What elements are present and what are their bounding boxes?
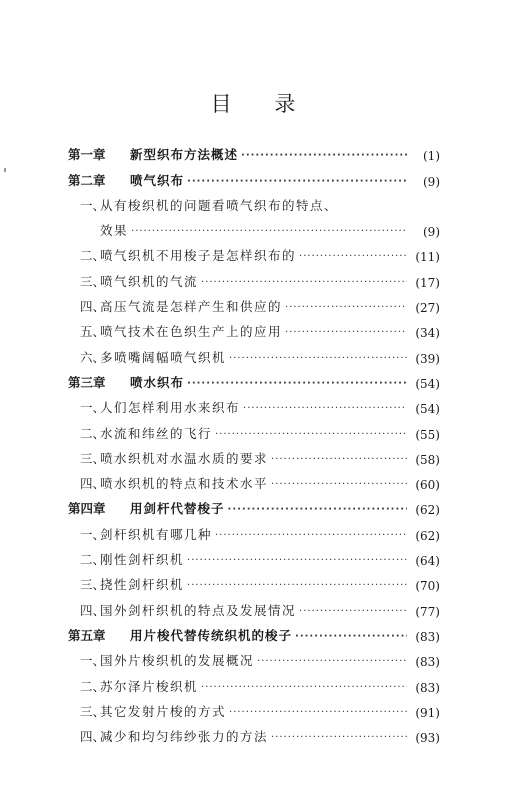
toc-section-entry: [68, 669, 440, 694]
page-number: (55): [415, 427, 440, 442]
dot-leader: [229, 352, 407, 366]
page-number: (11): [415, 250, 440, 265]
entry-number: 二、: [80, 552, 106, 568]
entry-title: 喷气织机的气流: [100, 273, 199, 289]
page-number: (27): [415, 301, 440, 316]
toc-section-entry: [68, 290, 440, 315]
entry-title: 水流和纬丝的飞行: [100, 425, 213, 441]
page-number: (17): [415, 275, 440, 290]
entry-title: 挠性剑杆织机: [100, 577, 185, 593]
entry-title: 喷气织布: [130, 172, 185, 188]
toc-section-entry: [68, 593, 440, 618]
page-number: (54): [415, 402, 440, 417]
entry-title: 喷水织机对水温水质的要求: [100, 450, 269, 466]
page-number: (54): [415, 376, 440, 391]
toc-section-entry: [68, 340, 440, 365]
entry-number: 二、: [80, 248, 106, 264]
entry-title: 用片梭代替传统织机的梭子: [130, 627, 293, 643]
toc-chapter-entry: [68, 619, 440, 644]
page-number: (77): [415, 604, 440, 619]
dot-leader: [201, 681, 407, 695]
entry-title: 减少和均匀纬纱张力的方法: [100, 729, 269, 745]
toc-chapter-entry: [68, 492, 440, 517]
entry-number: 三、: [80, 577, 106, 593]
entry-number: 二、: [80, 678, 106, 694]
dot-leader: [243, 402, 407, 416]
entry-title: 国外剑杆织机的特点及发展情况: [100, 602, 297, 618]
page-number: (91): [415, 705, 440, 720]
dot-leader: [295, 630, 407, 644]
entry-number: 第五章: [68, 627, 106, 643]
dot-leader: [299, 605, 407, 619]
page-number: (58): [415, 452, 440, 467]
toc-section-entry: [68, 543, 440, 568]
entry-number: 第二章: [68, 172, 106, 188]
page-number: (83): [415, 655, 440, 670]
entry-number: 第三章: [68, 374, 106, 390]
toc-section-entry: [68, 391, 440, 416]
page-number: (34): [415, 326, 440, 341]
entry-title: 人们怎样利用水来织布: [100, 400, 241, 416]
page-number: (1): [423, 149, 440, 164]
dot-leader: [187, 377, 407, 391]
entry-number: 一、: [80, 526, 106, 542]
table-of-contents: [68, 138, 440, 745]
entry-number: 六、: [80, 349, 106, 365]
dot-leader: [215, 428, 407, 442]
entry-number: 第一章: [68, 147, 106, 163]
entry-number: 二、: [80, 425, 106, 441]
entry-number: 三、: [80, 703, 106, 719]
dot-leader: [228, 503, 407, 517]
entry-number: 四、: [80, 476, 106, 492]
entry-number: 三、: [80, 450, 106, 466]
entry-number: 一、: [80, 197, 106, 213]
dot-leader: [299, 250, 407, 264]
entry-title: 喷气技术在色织生产上的应用: [100, 324, 283, 340]
entry-number: 第四章: [68, 501, 106, 517]
toc-section-entry: [68, 416, 440, 441]
page-number: (9): [423, 174, 440, 189]
entry-title: 刚性剑杆织机: [100, 552, 185, 568]
dot-leader: [187, 554, 407, 568]
toc-section-entry: [68, 239, 440, 264]
entry-title: 国外片梭织机的发展概况: [100, 653, 255, 669]
page-number: (62): [415, 503, 440, 518]
dot-leader: [257, 655, 407, 669]
entry-title: 苏尔泽片梭织机: [100, 678, 199, 694]
dot-leader: [229, 706, 407, 720]
page-number: (93): [415, 731, 440, 746]
dot-leader: [271, 453, 407, 467]
entry-title: 效果: [100, 223, 129, 239]
dot-leader: [187, 175, 407, 189]
entry-title: 从有梭织机的问题看喷气织布的特点、: [100, 197, 339, 213]
toc-section-entry: [68, 264, 440, 289]
toc-section-entry: [68, 315, 440, 340]
entry-title: 新型织布方法概述: [130, 147, 239, 163]
toc-chapter-entry: [68, 366, 440, 391]
page-number: (64): [415, 554, 440, 569]
page-number: (83): [415, 629, 440, 644]
entry-title: 喷气织机不用梭子是怎样织布的: [100, 248, 297, 264]
dot-leader: [271, 731, 407, 745]
page-number: (39): [415, 351, 440, 366]
page-number: (60): [415, 478, 440, 493]
dot-leader: [285, 326, 407, 340]
dot-leader: [271, 478, 407, 492]
dot-leader: [187, 579, 407, 593]
entry-title: 高压气流是怎样产生和供应的: [100, 299, 283, 315]
dot-leader: [131, 225, 407, 239]
entry-title: 剑杆织机有哪几种: [100, 526, 213, 542]
page-number: (62): [415, 528, 440, 543]
entry-title: 喷水织布: [130, 374, 185, 390]
entry-title: 其它发射片梭的方式: [100, 703, 227, 719]
margin-mark: [4, 168, 6, 172]
toc-chapter-entry: [68, 138, 440, 163]
toc-chapter-entry: [68, 163, 440, 188]
entry-number: 五、: [80, 324, 106, 340]
entry-title: 多喷嘴阔幅喷气织机: [100, 349, 227, 365]
entry-title: 用剑杆代替梭子: [130, 501, 225, 517]
dot-leader: [241, 149, 407, 163]
entry-title: 喷水织机的特点和技术水平: [100, 476, 269, 492]
entry-number: 四、: [80, 729, 106, 745]
entry-number: 一、: [80, 653, 106, 669]
toc-section-entry: [68, 720, 440, 745]
entry-number: 一、: [80, 400, 106, 416]
page-number: (83): [415, 680, 440, 695]
toc-section-entry: [68, 568, 440, 593]
toc-section-entry: [68, 517, 440, 542]
dot-leader: [215, 529, 407, 543]
toc-section-entry: [68, 189, 440, 214]
toc-section-entry: [68, 442, 440, 467]
toc-section-entry: [68, 644, 440, 669]
page-title: 目 录: [210, 92, 314, 116]
toc-section-entry: [68, 214, 440, 239]
toc-section-entry: [68, 467, 440, 492]
entry-number: 四、: [80, 299, 106, 315]
dot-leader: [285, 301, 407, 315]
entry-number: 四、: [80, 602, 106, 618]
entry-number: 三、: [80, 273, 106, 289]
page-number: (70): [415, 579, 440, 594]
dot-leader: [201, 276, 407, 290]
page-number: (9): [423, 225, 440, 240]
toc-section-entry: [68, 695, 440, 720]
